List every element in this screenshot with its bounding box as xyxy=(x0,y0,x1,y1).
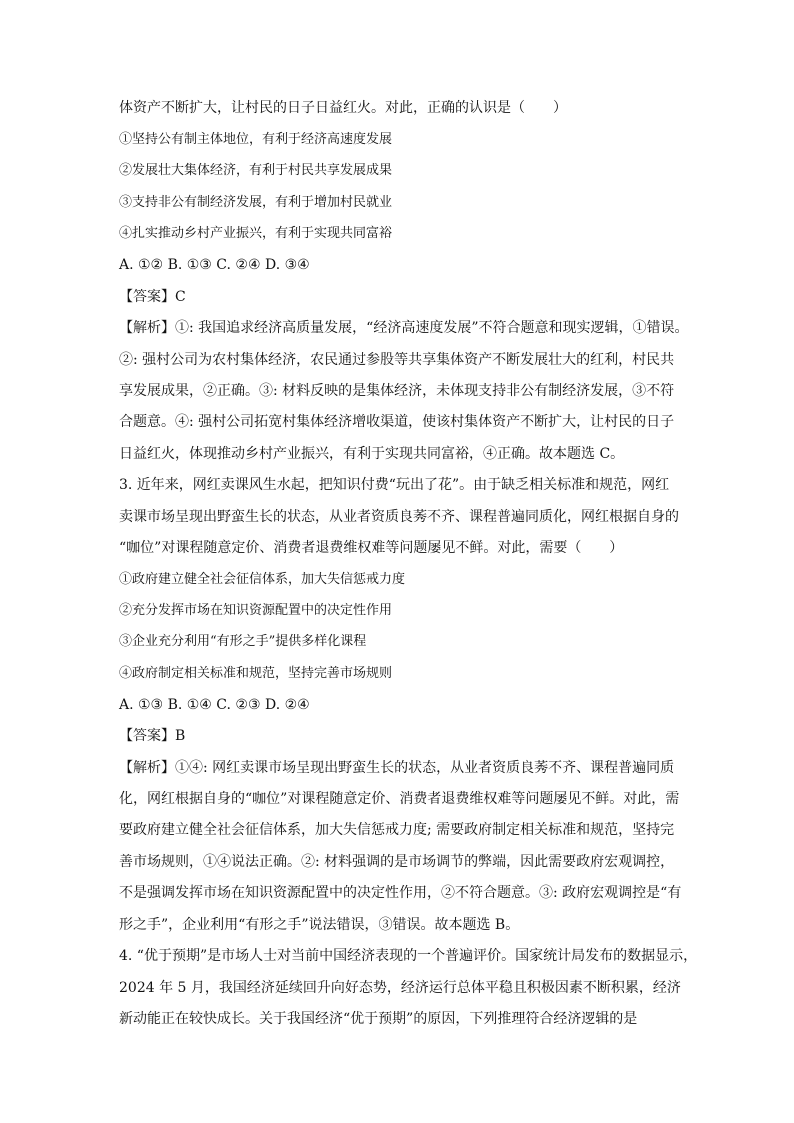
q2-analysis-line: 合题意。④: 强村公司拓宽村集体经济增收渠道，使该村集体资产不断扩大，让村民的日子 xyxy=(119,414,675,430)
q3-stem-line: 3. 近年来，网红卖课风生水起，把知识付费“玩出了花”。由于缺乏相关标准和规范，网红 xyxy=(119,477,670,493)
q3-answer: 【答案】B xyxy=(119,728,186,744)
q2-option-1: ①坚持公有制主体地位，有利于经济高速度发展 xyxy=(119,132,393,147)
q4-stem-line: 新动能正在较快成长。关于我国经济“优于预期”的原因，下列推理符合经济逻辑的是 xyxy=(119,1011,638,1027)
q3-analysis-line: 形之手”，企业利用“有形之手”说法错误，③错误。故本题选 B。 xyxy=(119,917,520,933)
q3-option-3: ③企业充分利用“有形之手”提供多样化课程 xyxy=(119,634,367,649)
q3-stem-line: “咖位”对课程随意定价、消费者退费维权难等问题屡见不鲜。对此，需要（ ） xyxy=(119,540,624,556)
q2-analysis-line: 日益红火，体现推动乡村产业振兴，有利于实现共同富裕，④正确。故本题选 C。 xyxy=(119,446,625,462)
q3-analysis-line: 化，网红根据自身的“咖位”对课程随意定价、消费者退费维权难等问题屡见不鲜。对此，需 xyxy=(119,791,680,807)
q2-option-4: ④扎实推动乡村产业振兴，有利于实现共同富裕 xyxy=(119,226,393,241)
q3-analysis-line: 善市场规则，①④说法正确。②: 材料强调的是市场调节的弊端，因此需要政府宏观调控， xyxy=(119,854,675,870)
q2-analysis-line: ②: 强村公司为农村集体经济，农民通过参股等共享集体资产不断发展壮大的红利，村民共 xyxy=(119,352,675,368)
q3-analysis-line: 不是强调发挥市场在知识资源配置中的决定性作用，②不符合题意。③: 政府宏观调控是“有 xyxy=(119,885,682,901)
q3-choices: A. ①③ B. ①④ C. ②③ D. ②④ xyxy=(119,697,310,713)
q2-analysis-line: 享发展成果，②正确。③: 材料反映的是集体经济，未体现支持非公有制经济发展，③不符 xyxy=(119,383,675,399)
q4-stem-line: 4. “优于预期”是市场人士对当前中国经济表现的一个普遍评价。国家统计局发布的数据显示， xyxy=(119,948,698,964)
q3-option-4: ④政府制定相关标准和规范，坚持完善市场规则 xyxy=(119,666,393,681)
q3-option-2: ②充分发挥市场在知识资源配置中的决定性作用 xyxy=(119,603,393,618)
q2-analysis-line: 【解析】①: 我国追求经济高质量发展，“经济高速度发展”不符合题意和现实逻辑，①错误。 xyxy=(119,320,689,336)
q3-option-1: ①政府建立健全社会征信体系，加大失信惩戒力度 xyxy=(119,572,406,587)
q2-stem-tail: 体资产不断扩大，让村民的日子日益红火。对此，正确的认识是（ ） xyxy=(119,100,567,116)
q2-option-2: ②发展壮大集体经济，有利于村民共享发展成果 xyxy=(119,163,393,178)
q2-option-3: ③支持非公有制经济发展，有利于增加村民就业 xyxy=(119,195,393,210)
q3-stem-line: 卖课市场呈现出野蛮生长的状态，从业者资质良莠不齐、课程普遍同质化，网红根据自身的 xyxy=(119,509,679,525)
q2-choices: A. ①② B. ①③ C. ②④ D. ③④ xyxy=(119,257,310,273)
q4-stem-line: 2024 年 5 月，我国经济延续回升向好态势，经济运行总体平稳且积极因素不断积累，经济 xyxy=(119,980,681,996)
q3-analysis-line: 要政府建立健全社会征信体系，加大失信惩戒力度; 需要政府制定相关标准和规范，坚持完 xyxy=(119,822,675,838)
q3-analysis-line: 【解析】①④: 网红卖课市场呈现出野蛮生长的状态，从业者资质良莠不齐、课程普遍同质 xyxy=(119,760,675,776)
q2-answer: 【答案】C xyxy=(119,289,186,305)
